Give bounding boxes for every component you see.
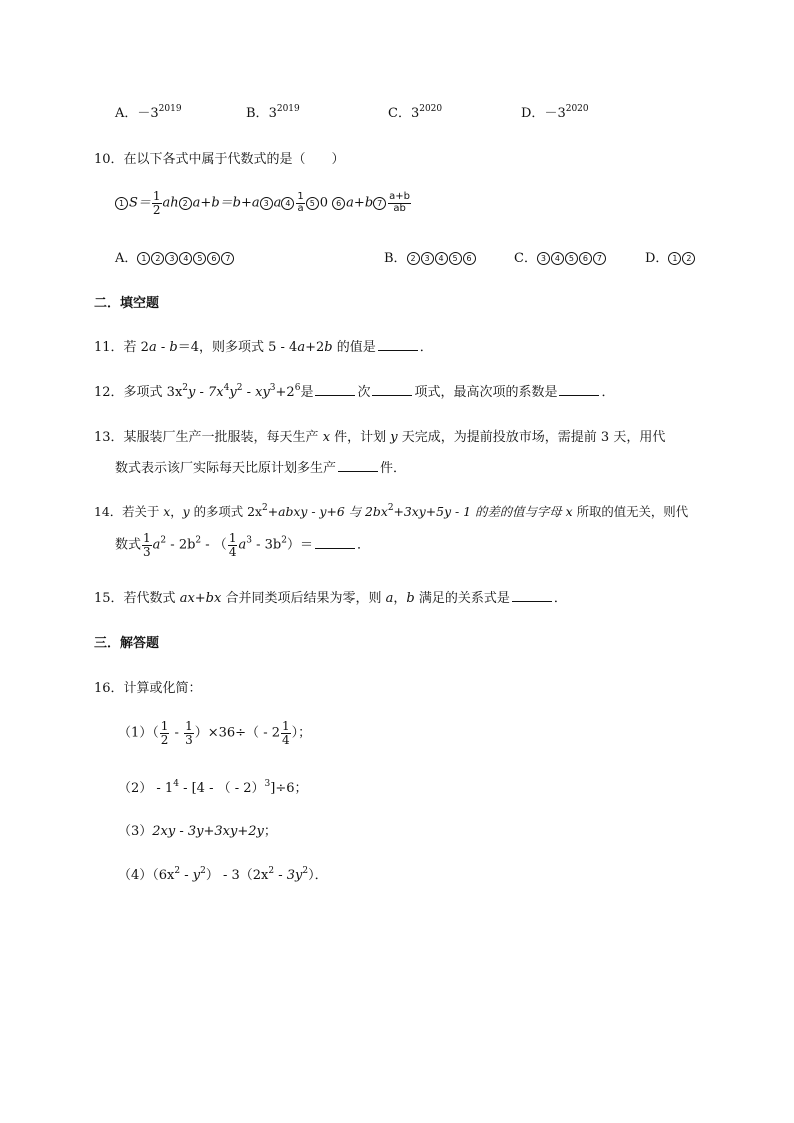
circle-num: 5	[306, 197, 319, 210]
q16-part4: $(4)(6x^2 - y^2) - 3(2x^2 - 3y^2)$．	[118, 866, 328, 883]
q9-option-b: B．$3^{2019}$	[246, 104, 300, 121]
q10-option-c: C． 3 4 5 6 7	[514, 247, 607, 266]
q9-option-d: D．$-3^{2020}$	[521, 104, 589, 121]
q13-line1: 13．某服装厂生产一批服装，每天生产 x 件，计划 y 天完成，为提前投放市场，需提前 3 天，用代	[94, 430, 666, 445]
q15: 15．若代数式 ax+bx 合并同类项后结果为零，则 a，b 满足的关系式是 ．	[94, 591, 567, 606]
q10-expressions: 1 S＝ $\frac{1}{2}$ ah 2 a+b＝b+a 3 a 4 $\frac{1}{a}$ 5 0 6 a+b 7 $\frac{a+b}{ab}$	[115, 190, 412, 216]
q13-line2: 数式表示该厂实际每天比原计划多生产 件．	[115, 461, 407, 476]
q16-part3: （3）2xy - 3y+3xy+2y；	[118, 824, 277, 839]
q9-option-c: C．$3^{2020}$	[388, 104, 443, 121]
q14-line2: 数式 $\frac{1}{3}$ $a^2 - 2b^2$ - （ $\frac{1}{4}$ $a^3 - 3b^2)=$ ．	[115, 531, 370, 559]
q16-stem: 16．计算或化简：	[94, 681, 202, 696]
q10-option-d: D． 1 2	[645, 247, 696, 266]
q10-option-b: B． 2 3 4 5 6	[384, 247, 477, 266]
answer-blank[interactable]	[315, 536, 355, 549]
answer-blank[interactable]	[512, 589, 552, 602]
q10-option-a: A． 1 2 3 4 5 6 7	[115, 247, 235, 266]
circle-num: 7	[373, 197, 386, 210]
section-heading-fill-blank: 二．填空题	[94, 296, 160, 311]
circle-num: 2	[179, 197, 192, 210]
answer-blank[interactable]	[559, 383, 599, 396]
q16-part1: （1）（ $\frac{1}{2}$ - $\frac{1}{3}$ ）×36÷（ - 2 $\frac{1}{4}$ ）；	[118, 719, 312, 747]
q11: 11．若 2a - b＝4，则多项式 5 - 4a+2b 的值是 ．	[94, 340, 433, 355]
section-heading-solve: 三．解答题	[94, 636, 160, 651]
q10-stem: 10．在以下各式中属于代数式的是（ ）	[94, 152, 345, 167]
answer-blank[interactable]	[315, 383, 355, 396]
answer-blank[interactable]	[378, 338, 418, 351]
q16-part2: $(2) - 1^4 - [4$ - （ - 2）$^3$]÷6；	[118, 779, 308, 796]
circle-num: 3	[260, 197, 273, 210]
answer-blank[interactable]	[372, 383, 412, 396]
q9-option-a: A．$-3^{2019}$	[115, 104, 182, 121]
circle-num: 6	[332, 197, 345, 210]
circle-num: 4	[281, 197, 294, 210]
q12: 12．多项式 $3x^2y - 7x^4y^2 - xy^3+2^6$是 次 项式，最高次项的系数是 ．	[94, 383, 615, 400]
answer-blank[interactable]	[338, 459, 378, 472]
q14-line1: 14．若关于 x，y 的多项式 $2x^2+abxy - y+6$ 与 $2bx^2+3xy+5y - 1$ 的差的值与字母 x 所取的值无关，则代	[94, 503, 689, 519]
circle-num: 1	[115, 197, 128, 210]
